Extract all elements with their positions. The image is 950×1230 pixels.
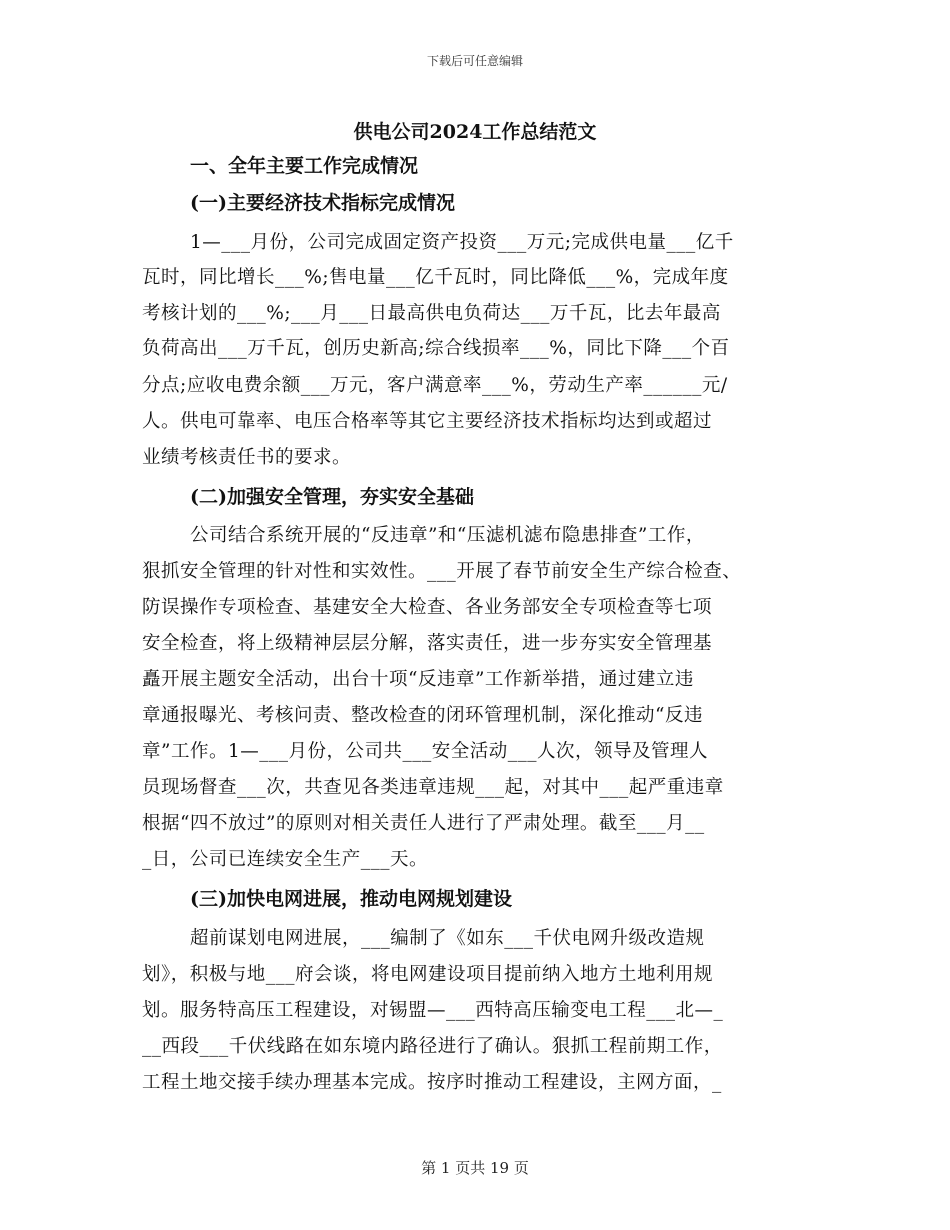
paragraph-line: __西段___千伏线路在如东境内路径进行了确认。狠抓工程前期工作， xyxy=(142,1036,723,1057)
paragraph-line: 安全检查，将上级精神层层分解，落实责任，进一步夯实安全管理基 xyxy=(142,633,713,654)
paragraph-line: 瓦时，同比增长___%;售电量___亿千瓦时，同比降低___%，完成年度 xyxy=(142,267,729,288)
page-footer: 第 1 页共 19 页 xyxy=(421,1159,529,1177)
paragraph-line: 公司结合系统开展的“反违章”和“压滤机滤布隐患排查”工作， xyxy=(190,525,705,546)
paragraph-line: 章”工作。1—___月份，公司共___安全活动___人次，领导及管理人 xyxy=(142,741,708,762)
paragraph-line: 划。服务特高压工程建设，对锡盟—___西特高压输变电工程___北—_ xyxy=(142,1000,724,1021)
paragraph-line: 1—___月份，公司完成固定资产投资___万元;完成供电量___亿千 xyxy=(190,232,734,253)
paragraph-line: 分点;应收电费余额___万元，客户满意率___%，劳动生产率______元/ xyxy=(142,375,728,396)
subsection-heading-2: (二)加强安全管理，夯实安全基础 xyxy=(190,486,474,508)
paragraph-line: 工程土地交接手续办理基本完成。按序时推动工程建设，主网方面，_ xyxy=(142,1072,722,1093)
paragraph-line: 根据“四不放过”的原则对相关责任人进行了严肃处理。截至___月__ xyxy=(142,813,705,834)
paragraph-line: 划》，积极与地___府会谈，将电网建设项目提前纳入地方土地利用规 xyxy=(142,964,714,985)
subsection-heading-3: (三)加快电网进展，推动电网规划建设 xyxy=(190,888,512,910)
paragraph-line: _日，公司已连续安全生产___天。 xyxy=(142,849,429,870)
document-title: 供电公司2024工作总结范文 xyxy=(353,121,597,143)
paragraph-line: 狠抓安全管理的针对性和实效性。___开展了春节前安全生产综合检查、 xyxy=(142,561,742,582)
subsection-heading-1: (一)主要经济技术指标完成情况 xyxy=(190,192,455,214)
paragraph-line: 章通报曝光、考核问责、整改检查的闭环管理机制，深化推动“反违 xyxy=(142,705,703,726)
section-heading-1: 一、全年主要工作完成情况 xyxy=(190,155,419,177)
paragraph-line: 超前谋划电网进展，___编制了《如东___千伏电网升级改造规 xyxy=(190,928,705,949)
paragraph-line: 人。供电可靠率、电压合格率等其它主要经济技术指标均达到或超过 xyxy=(142,411,713,432)
paragraph-line: 考核计划的___%;___月___日最高供电负荷达___万千瓦，比去年最高 xyxy=(142,303,721,324)
paragraph-line: 矗开展主题安全活动，出台十项“反违章”工作新举措，通过建立违 xyxy=(142,669,694,690)
paragraph-line: 业绩考核责任书的要求。 xyxy=(142,447,352,468)
paragraph-line: 负荷高出___万千瓦，创历史新高;综合线损率___%，同比下降___个百 xyxy=(142,338,730,359)
paragraph-line: 员现场督查___次，共查见各类违章违规___起，对其中___起严重违章 xyxy=(142,777,724,798)
page-header: 下载后可任意编辑 xyxy=(426,54,523,68)
paragraph-line: 防误操作专项检查、基建安全大检查、各业务部安全专项检查等七项 xyxy=(142,597,713,618)
